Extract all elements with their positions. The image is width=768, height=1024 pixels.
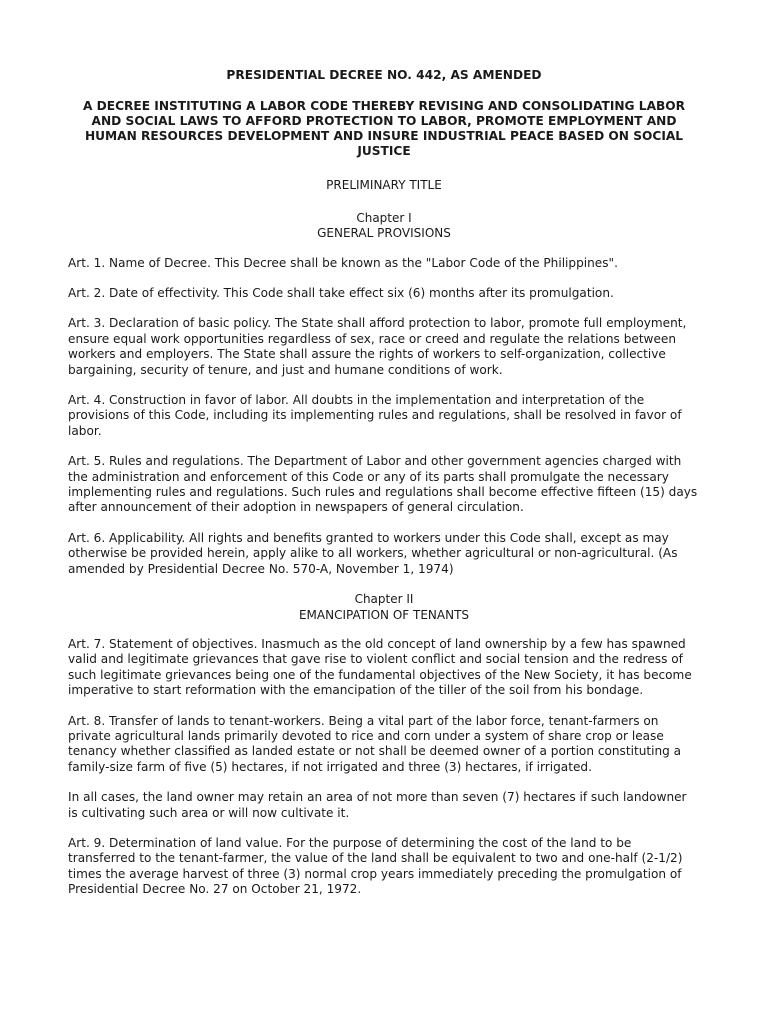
article-8-continuation: In all cases, the land owner may retain an area of not more than seven (7) hectares if such landowner is cultivating such area or will now cultivate it. xyxy=(68,790,687,820)
chapter-heading-2 xyxy=(68,592,700,623)
document-title: PRESIDENTIAL DECREE NO. 442, AS AMENDED xyxy=(226,68,542,82)
article-6: Art. 6. Applicability. All rights and benefits granted to workers under this Code shall, except as may otherwise be provided herein, apply alike to all workers, whether agricultural or non-agricultural. (As amended by Presidential Decree No. 570-A, November 1, 1974) xyxy=(68,530,678,576)
article-1: Art. 1. Name of Decree. This Decree shall be known as the "Labor Code of the Philippines". xyxy=(68,255,618,270)
document-subtitle: A DECREE INSTITUTING A LABOR CODE THEREBY REVISING AND CONSOLIDATING LABOR AND SOCIAL LAWS TO AFFORD PROTECTION TO LABOR, PROMOTE EMPLOYMENT AND HUMAN RESOURCES DEVELOPMENT AND INSURE INDUSTRIAL PEACE BASED ON SOCIAL JUSTICE xyxy=(82,99,686,158)
article-3: Art. 3. Declaration of basic policy. The State shall afford protection to labor, promote full employment, ensure equal work opportunities regardless of sex, race or creed and regulate the relations between workers and employers. The State shall assure the rights of workers to self-organization, collective bargaining, security of tenure, and just and humane conditions of work. xyxy=(68,316,687,377)
chapter-heading-1 xyxy=(68,211,700,242)
article-5: Art. 5. Rules and regulations. The Department of Labor and other government agencies charged with the administration and enforcement of this Code or any of its parts shall promulgate the necessary implementing rules and regulations. Such rules and regulations shall become effective fifteen (15) days after announcement of their adoption in newspapers of general circulation. xyxy=(68,454,698,515)
chapter-name: GENERAL PROVISIONS xyxy=(317,226,451,240)
article-4: Art. 4. Construction in favor of labor. All doubts in the implementation and interpretation of the provisions of this Code, including its implementing rules and regulations, shall be resolved in favor of labor. xyxy=(68,392,682,438)
article-7: Art. 7. Statement of objectives. Inasmuch as the old concept of land ownership by a few has spawned valid and legitimate grievances that gave rise to violent conflict and social tension and the redress of such legitimate grievances being one of the fundamental objectives of the New Society, it has become imperative to start reformation with the emancipation of the tiller of the soil from his bondage. xyxy=(68,637,692,698)
chapter-number: Chapter I xyxy=(356,210,412,225)
chapter-name: EMANCIPATION OF TENANTS xyxy=(298,607,470,622)
preliminary-title: PRELIMINARY TITLE xyxy=(326,178,442,192)
chapter-number: Chapter II xyxy=(354,592,414,606)
article-2: Art. 2. Date of effectivity. This Code shall take effect six (6) months after its promulgation. xyxy=(68,285,614,300)
article-8: Art. 8. Transfer of lands to tenant-workers. Being a vital part of the labor force, tenant-farmers on private agricultural lands primarily devoted to rice and corn under a system of share crop or lease tenancy whether classified as landed estate or not shall be deemed owner of a portion constituting a family-size farm of five (5) hectares, if not irrigated and three (3) hectares, if irrigated. xyxy=(68,713,682,774)
article-9: Art. 9. Determination of land value. For the purpose of determining the cost of the land to be transferred to the tenant-farmer, the value of the land shall be equivalent to two and one-half (2-1/2) times the average harvest of three (3) normal crop years immediately preceding the promulgation of Presidential Decree No. 27 on October 21, 1972. xyxy=(68,836,683,897)
